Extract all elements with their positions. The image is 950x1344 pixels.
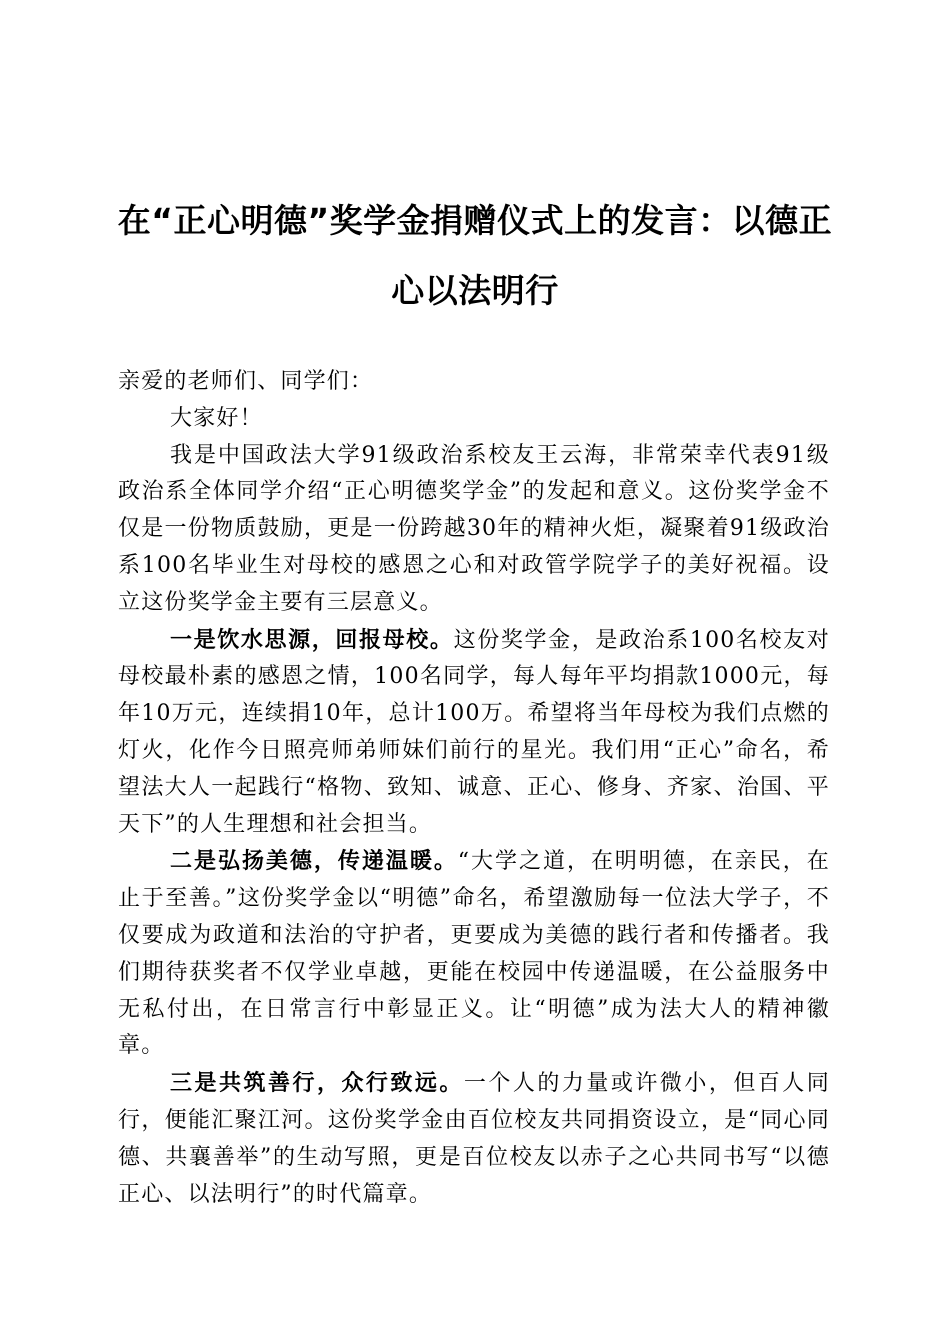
paragraph-point-three-lead: 三是共筑善行，众行致远。 xyxy=(170,1070,464,1097)
salutation: 亲爱的老师们、同学们： xyxy=(118,369,374,394)
document-title: 在“正心明德”奖学金捐赠仪式上的发言：以德正心以法明行 xyxy=(117,201,833,310)
paragraph-point-one-lead: 一是饮水思源，回报母校。 xyxy=(170,626,454,653)
paragraph-point-one xyxy=(118,622,830,844)
paragraph-point-two xyxy=(118,843,830,1065)
paragraph-point-three-text: 一个人的力量或许微小，但百人同行，便能汇聚江河。这份奖学金由百位校友共同捐资设立，是“同心同德、共襄善举”的生动写照，更是百位校友以赤子之心共同书写“以德正心、以法明行”的时代篇章。 xyxy=(118,1071,830,1207)
paragraph-point-two-text: “大学之道，在明明德，在亲民，在止于至善。”这份奖学金以“明德”命名，希望激励每一位法大学子，不仅要成为政道和法治的守护者，更要成为美德的践行者和传播者。我们期待获奖者不仅学业卓越，更能在校园中传递温暖，在公益服务中无私付出，在日常言行中彰显正义。让“明德”成为法大人的精神徽章。 xyxy=(118,849,830,1059)
paragraph-point-two-lead: 二是弘扬美德，传递温暖。 xyxy=(170,848,458,875)
paragraph-intro-text: 我是中国政法大学91级政治系校友王云海，非常荣幸代表91级政治系全体同学介绍“正心明德奖学金”的发起和意义。这份奖学金不仅是一份物质鼓励，更是一份跨越30年的精神火炬，凝聚着91级政治系100名毕业生对母校的感恩之心和对政管学院学子的美好祝福。设立这份奖学金主要有三层意义。 xyxy=(118,442,830,615)
paragraph-point-three xyxy=(118,1065,830,1213)
document-body xyxy=(118,364,830,1213)
paragraph-point-one-text: 这份奖学金，是政治系100名校友对母校最朴素的感恩之情，100名同学，每人每年平均捐款1000元，每年10万元，连续捐10年，总计100万。希望将当年母校为我们点燃的灯火，化作今日照亮师弟师妹们前行的星光。我们用“正心”命名，希望法大人一起践行“格物、致知、诚意、正心、修身、齐家、治国、平天下”的人生理想和社会担当。 xyxy=(118,627,830,837)
greeting: 大家好！ xyxy=(170,405,263,431)
paragraph-intro xyxy=(118,438,830,622)
